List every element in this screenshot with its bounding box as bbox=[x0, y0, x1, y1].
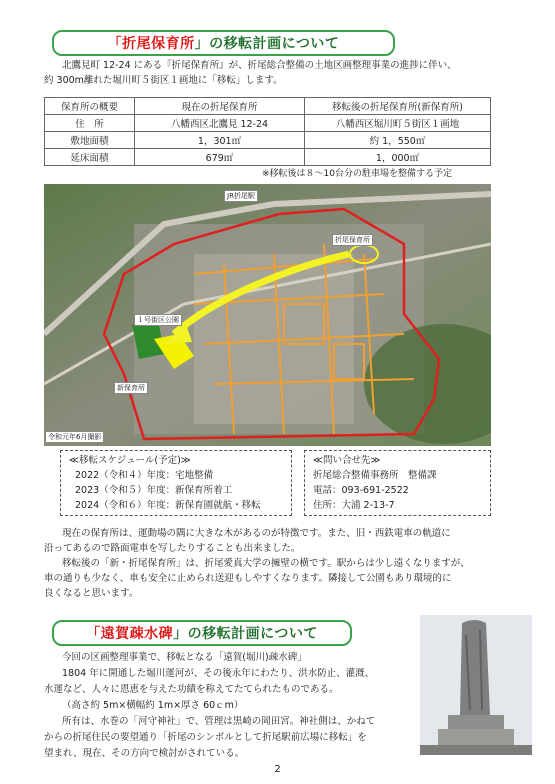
table-cell: 1，301㎡ bbox=[135, 132, 305, 149]
title-rest: 」の移転計画について bbox=[173, 626, 318, 642]
stone-monument-image bbox=[420, 615, 532, 755]
table-header: 移転後の折尾保育所(新保育所) bbox=[305, 98, 491, 115]
section2-title bbox=[52, 620, 352, 646]
section2-line: 所有は、水巻の「河守神社」で、管理は黒崎の岡田宮。神社側は、かねて bbox=[62, 716, 376, 727]
contact-box bbox=[304, 450, 491, 516]
map-label-station: JR折尾駅 bbox=[224, 190, 258, 202]
aerial-map-graphic bbox=[44, 184, 491, 446]
title-rest: 」の移転計画について bbox=[194, 36, 340, 52]
schedule-title: ≪移転スケジュール(予定)≫ bbox=[69, 455, 191, 466]
section2-line: 1804 年に開通した堀川運河が、その後永年にわたり、洪水防止、灌漑、 bbox=[62, 668, 375, 679]
table-header: 保育所の概要 bbox=[45, 98, 135, 115]
section2-line: 今回の区画整理事業で、移転となる「遠賀(堀川)疎水碑」 bbox=[62, 652, 307, 663]
section1-title bbox=[52, 30, 395, 56]
body-line: 現在の保育所は、運動場の隅に大きな木があるのが特徴です。また、旧・西鉄電車の軌道に bbox=[62, 528, 451, 539]
schedule-box bbox=[60, 450, 292, 516]
schedule-item: 2023（令和５）年度：新保育所着工 bbox=[75, 485, 233, 496]
contact-address: 住所：大浦 2-13-7 bbox=[313, 500, 395, 511]
parking-note: ※移転後は８～10台分の駐車場を整備する予定 bbox=[262, 169, 452, 179]
body-line: 良くなると思います。 bbox=[44, 588, 139, 599]
table-cell: 約 1，550㎡ bbox=[305, 132, 491, 149]
title-open: 「 bbox=[86, 626, 101, 642]
section2-line: からの折尾住民の要望通り「折尾のシンボルとして折尾駅前広場に移転」を bbox=[44, 732, 367, 743]
table-cell: 1，000㎡ bbox=[305, 149, 491, 166]
map-photo-date: 令和元年6月撮影 bbox=[48, 433, 102, 441]
table-cell: 延床面積 bbox=[45, 149, 135, 166]
section2-line: 望まれ、現在、その方向で検討がされている。 bbox=[44, 748, 245, 759]
intro-line-1: 北鷹見町 12-24 にある『折尾保育所』が、折尾総合整備の土地区画整理事業の進捗に伴い、 bbox=[62, 60, 457, 71]
section2-line: 水運など、人々に恩恵を与えた功績を称えてたてられたものである。 bbox=[44, 684, 339, 695]
schedule-item: 2024（令和６）年度：新保育園就航・移転 bbox=[75, 500, 261, 511]
map-label-park: １号街区公園 bbox=[134, 314, 182, 326]
body-line: 車の通りも少なく、車も安全に止められ送迎もしやすくなります。隣接して公園もあり環境的に bbox=[44, 573, 452, 584]
table-row bbox=[45, 115, 491, 132]
table-cell: 679㎡ bbox=[135, 149, 305, 166]
table-header: 現在の折尾保育所 bbox=[135, 98, 305, 115]
contact-phone: 電話：093-691-2522 bbox=[313, 485, 409, 496]
overview-table bbox=[44, 97, 491, 166]
body-line: 移転後の「新・折尾保育所」は、折尾愛真大学の擁壁の横です。駅からは少し遠くなりますが、 bbox=[62, 558, 470, 569]
contact-office: 折尾総合整備事務所 整備課 bbox=[313, 470, 437, 481]
table-row bbox=[45, 149, 491, 166]
table-header-row bbox=[45, 98, 491, 115]
map-label-new: 新保育所 bbox=[114, 382, 148, 394]
table-cell: 八幡西区北鷹見 12-24 bbox=[135, 115, 305, 132]
table-row bbox=[45, 132, 491, 149]
monument-photo bbox=[420, 615, 532, 755]
table-cell: 敷地面積 bbox=[45, 132, 135, 149]
title-open: 「 bbox=[107, 36, 123, 52]
page-number: 2 bbox=[274, 764, 281, 775]
intro-line-2: 約 300m離れた堀川町５街区１画地に「移転」します。 bbox=[44, 75, 283, 86]
table-cell: 住 所 bbox=[45, 115, 135, 132]
map-label-current: 折尾保育所 bbox=[332, 234, 373, 246]
title-name: 折尾保育所 bbox=[122, 36, 195, 52]
body-line: 沿ってあるので路面電車を写したりすることも出来ました。 bbox=[44, 543, 301, 554]
section2-line: （高さ約 5m×横幅約 1m×厚さ 60ｃm） bbox=[62, 700, 244, 711]
table-cell: 八幡西区堀川町５街区１画地 bbox=[305, 115, 491, 132]
contact-title: ≪問い合せ先≫ bbox=[313, 455, 381, 466]
aerial-map bbox=[44, 184, 491, 446]
schedule-item: 2022（令和４）年度：宅地整備 bbox=[75, 470, 214, 481]
title-name: 遠賀疎水碑 bbox=[100, 626, 174, 642]
